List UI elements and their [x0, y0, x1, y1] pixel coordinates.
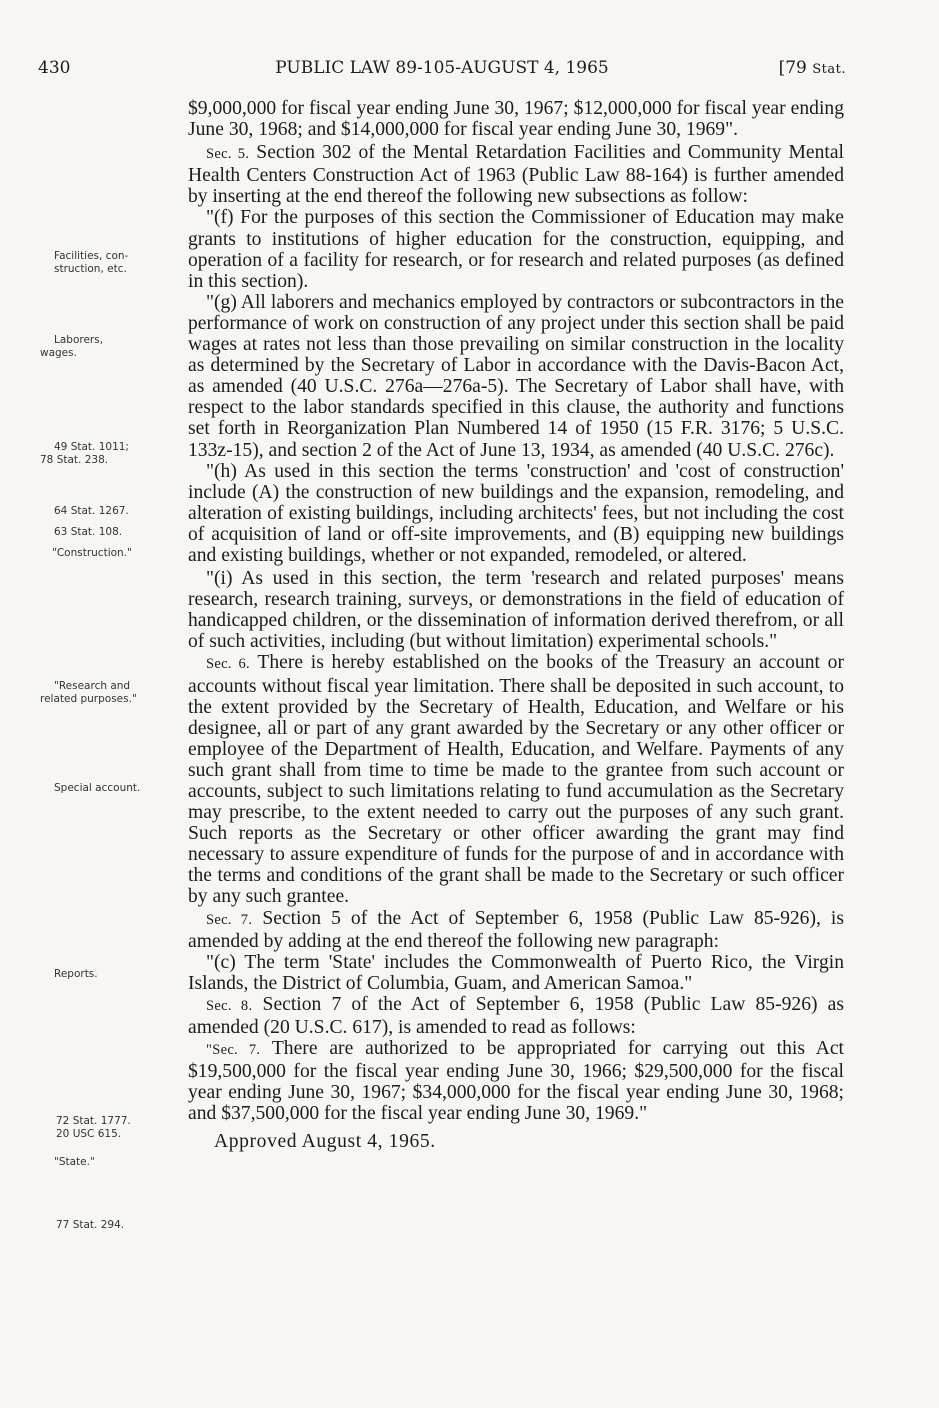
margin-line: "Research and — [54, 680, 131, 692]
margin-line: Laborers, — [54, 334, 104, 346]
sec7-text: Section 5 of the Act of September 6, 1958 (Public Law 85-926), is amended by adding at the end thereof the following new paragraph: — [188, 907, 844, 952]
subsection-i: "(i) As used in this section, the term 'research and related purposes' means research, research training, surveys, or demonstrations in the field of education of handicapped children, or the dissemination of information derived therefrom, or all of such activities, including (but without limitation) experimental schools." — [188, 568, 844, 653]
paragraph-sec6 — [188, 652, 844, 907]
sec6-text: There is hereby established on the books of the Treasury an account or accounts without fiscal year limitation. There shall be deposited in such account, to the extent provided by the Secretary of Health, Education, and Welfare or his designee, all or part of any grant awarded by the Secretary or any other officer or employee of the Department of Health, Education, and Welfare. Payments of any such grant shall from time to time be made to the grantee from such account or accounts, subject to such limitations relating to fund accumulation as the Secretary may prescribe, to the extent needed to carry out the purposes of any such grant. Such reports as the Secretary or other officer awarding the grant may find necessary to assure expenditure of funds for the purpose of and in accordance with the terms and conditions of the grant shall be made to the Secretary or such officer by any such grantee. — [188, 652, 844, 908]
margin-note-stat-49 — [40, 441, 176, 467]
margin-note-reports — [54, 968, 190, 981]
margin-line: 49 Stat. 1011; — [54, 441, 129, 453]
margin-note-stat-64 — [54, 505, 190, 518]
margin-line: Facilities, con- — [54, 250, 129, 262]
margin-line: 64 Stat. 1267. — [54, 505, 129, 517]
paragraph-sec8 — [188, 994, 844, 1038]
margin-line: 20 USC 615. — [56, 1128, 122, 1140]
margin-line: wages. — [40, 347, 77, 359]
statute-volume: [79 — [778, 58, 813, 78]
margin-note-stat-63 — [54, 526, 190, 539]
margin-note-construction — [52, 547, 188, 560]
paragraph-funding-continued: $9,000,000 for fiscal year ending June 30, 1967; $12,000,000 for fiscal year ending June 30, 1968; and $14,000,000 for fiscal year ending June 30, 1969". — [188, 98, 844, 141]
margin-note-research — [40, 680, 176, 706]
sec5-label: Sec. 5. — [206, 146, 250, 163]
paragraph-sec5 — [188, 142, 844, 207]
subsection-g: "(g) All laborers and mechanics employed by contractors or subcontractors in the performance of work on construction of any project under this section shall be paid wages at rates not less than those prevailing on similar construction in the locality as determined by the Secretary of Labor in accordance with the Davis-Bacon Act, as amended (40 U.S.C. 276a—276a-5). The Secretary of Labor shall have, with respect to the labor standards specified in this clause, the authority and functions set forth in Reorganization Plan Numbered 14 of 1950 (15 F.R. 3176; 5 U.S.C. 133z-15), and section 2 of the Act of June 13, 1934, as amended (40 U.S.C. 276c). — [188, 291, 844, 461]
sec7-label: Sec. 7. — [206, 911, 253, 928]
margin-line: 72 Stat. 1777. — [56, 1115, 131, 1127]
law-text — [188, 98, 844, 1152]
sec8-text: Section 7 of the Act of September 6, 1958 (Public Law 85-926) as amended (20 U.S.C. 617), is amended to read as follows: — [188, 993, 844, 1039]
quoted-sec7-text: There are authorized to be appropriated for carrying out this Act $19,500,000 for the fiscal year ending June 30, 1966; $29,500,000 for the fiscal year ending June 30, 1967; $34,000,000 for the fiscal year ending June 30, 1968; and $37,500,000 for the fiscal year ending June 30, 1969." — [188, 1038, 844, 1125]
margin-line: 78 Stat. 238. — [40, 454, 109, 466]
quoted-sec7 — [188, 1038, 844, 1124]
margin-line: Reports. — [54, 968, 98, 980]
page-number: 430 — [38, 58, 71, 78]
margin-note-state — [54, 1156, 190, 1169]
paragraph-sec7 — [188, 908, 844, 952]
sec8-label: Sec. 8. — [206, 997, 253, 1014]
margin-note-stat-72 — [56, 1115, 192, 1141]
margin-line: struction, etc. — [54, 263, 127, 275]
page-header — [38, 58, 846, 82]
subsection-h: "(h) As used in this section the terms 'construction' and 'cost of construction' include (A) the construction of new buildings and the expansion, remodeling, and alteration of existing buildings, including architects' fees, but not including the cost of acquisition of land or off-site improvements, and (B) equipping new buildings and existing buildings, whether or not expanded, remodeled, or altered. — [188, 460, 844, 566]
margin-line: "State." — [54, 1156, 95, 1168]
approval-date: Approved August 4, 1965. — [214, 1130, 436, 1152]
subsection-f: "(f) For the purposes of this section the Commissioner of Education may make grants to institutions of higher education for the construction, equipping, and operation of a facility for research, or for research and related purposes (as defined in this section). — [188, 207, 844, 292]
sec5-text: Section 302 of the Mental Retardation Facilities and Community Mental Health Centers Construction Act of 1963 (Public Law 88-164) is further amended by inserting at the end thereof the following new subsections as follow: — [188, 142, 844, 208]
margin-note-facilities — [54, 250, 190, 276]
margin-note-stat-77 — [56, 1219, 192, 1232]
margin-note-special-account — [54, 782, 190, 795]
margin-line: related purposes." — [40, 693, 137, 705]
subsection-c: "(c) The term 'State' includes the Commonwealth of Puerto Rico, the Virgin Islands, the District of Columbia, Guam, and American Samoa." — [188, 951, 844, 994]
sec6-label: Sec. 6. — [206, 656, 250, 673]
margin-note-laborers — [40, 334, 176, 360]
margin-line: "Construction." — [52, 547, 132, 559]
page-title: PUBLIC LAW 89-105-AUGUST 4, 1965 — [275, 58, 609, 78]
margin-line: 63 Stat. 108. — [54, 526, 123, 538]
quoted-sec7-label: "Sec. 7. — [206, 1042, 261, 1059]
margin-line: Special account. — [54, 782, 141, 794]
statute-reference — [779, 58, 846, 78]
margin-line: 77 Stat. 294. — [56, 1219, 125, 1231]
statute-word: Stat. — [812, 62, 846, 77]
